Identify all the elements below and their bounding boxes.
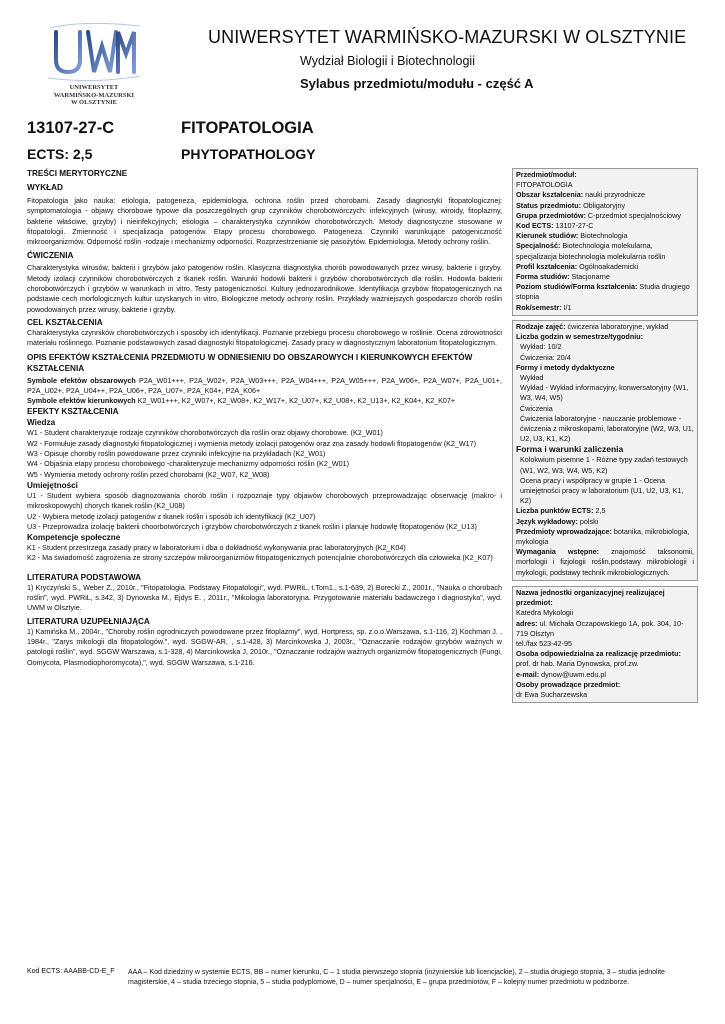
tel-value: tel./fax 523-42-95 xyxy=(516,639,572,649)
wiedza-item: W4 - Objaśnia etapy procesu chorobowego -charakteryzuje mechanizmy odporności roślin (K2_W01) xyxy=(27,459,349,469)
uwm-logo-mark-icon xyxy=(44,18,144,88)
umiejetnosci-item: U2 - Wybiera metodę izolacji patogenów z tkanek roślin i sposób ich identyfikacji (K2_U07) xyxy=(27,511,316,521)
poziom-label: Poziom studiów/Forma kształcenia: xyxy=(516,282,638,292)
wiedza-item: W2 - Formułuje zasady diagnostyki fitopatologicznej i wymienia metody izolacji patogenów oraz zna zasady hodowli fitopatogenów (K2_W17) xyxy=(27,438,477,448)
przedmioty-wprowadzajace-label: Przedmioty wprowadzające: xyxy=(516,526,612,536)
osoba-odpowiedzialna-label: Osoba odpowiedzialna za realizację przedmiotu: xyxy=(516,649,681,659)
przedmiot-label: Przedmiot/moduł: xyxy=(516,170,577,179)
liczba-godzin-label: Liczba godzin w semestrze/tygodniu: xyxy=(516,332,643,342)
literatura-uzupelniajaca-text: 1) Kamińska M., 2004r., "Choroby roślin ogrodniczych powodowane przez fitoplazmy", wyd. Hortpress, sp. z.o.o.Warszawa, s.1-116, 2) Kochman J. , 1984r., "Zarys mikologii dla fitopatologów.", wyd. SGGW-AR, , s.1-428, 3) Marcinkowska J, 2003r., "Oznaczanie rodzajów grzybów ważnych w patologii roślin", wyd. SGGW Warszawa, s.1-328, 4) Marcinkowska J, 2010r., "Oznaczanie rodzajów ważnych organizmów fitopatogenicznych (Fungi, Oomycota, Plasmodiophoromycota),", wyd. SGGW Warszawa, s.1-216. xyxy=(27,626,502,667)
rok-value: I/1 xyxy=(561,302,572,312)
przedmiot-value: FITOPATOLOGIA xyxy=(516,180,573,190)
kierunek-label: Kierunek studiów: xyxy=(516,231,579,241)
obszar-value: nauki przyrodnicze xyxy=(583,190,646,200)
formy-item: Wykład xyxy=(520,373,544,383)
punkty-ects-value: 2,5 xyxy=(593,506,606,516)
footer-code-format: Kod ECTS: AAABB-CD-E_F xyxy=(27,968,115,975)
specjalnosc-value: Biotechnologia molekularna, specjalizacja biotechnologia molekularna roślin xyxy=(516,241,666,261)
logo-caption-line-3: W OLSZTYNIE xyxy=(71,99,117,106)
profil-label: Profil kształcenia: xyxy=(516,261,578,271)
osoby-prowadzace-label: Osoby prowadzące przedmiot: xyxy=(516,679,621,689)
forma-zaliczenia-item: Kolokwium pisemne 1 - Różne typy zadań testowych (W1, W2, W3, W4, W5, K2) xyxy=(520,455,688,475)
przedmioty-wprowadzajace-value: botanika, mikrobiologia, mykologia xyxy=(516,526,690,547)
literatura-podstawowa-text: 1) Kryczyński S., Weber Z., 2010r., "Fitopatologia. Podstawy Fitopatologii", wyd. PWRiL, t.Tom1., s.1-639, 2) Borecki Z., 2001r., "Nauka o chorobach roślin", wyd. PWRiL, s.342, 3) Dynowska M., Ejdys E. , 2011r., "Mikologia laboratoryjna. Przygotowanie materiału badawczego i diagnostyka", wyd. UWM w Olsztyie. xyxy=(27,582,502,613)
symbole-kierunkowe-value: K2_W01+++, K2_W07+, K2_W08+, K2_W17+, K2_U07+, K2_U08+, K2_U13+, K2_K04+, K2_K07+ xyxy=(135,396,456,406)
osoby-prowadzace-value: dr Ewa Sucharzewska xyxy=(516,690,588,700)
faculty-name: Wydział Biologii i Biotechnologii xyxy=(300,54,475,68)
kierunek-value: Biotechnologia xyxy=(578,231,628,241)
symbole-obszarowe xyxy=(27,376,502,397)
umiejetnosci-heading: Umiejętności xyxy=(27,480,78,490)
symbole-kierunkowe xyxy=(27,396,502,406)
symbole-kierunkowe-label: Symbole efektów kierunkowych xyxy=(27,396,136,406)
grupa-label: Grupa przedmiotów: xyxy=(516,210,586,220)
unit-info-box xyxy=(512,586,698,703)
kompetencje-item: K2 - Ma świadomość zagrożenia ze strony szczepów mikroorganizmów fitopatogenicznych potencjalnie chorobotwórczych dla człowieka (K2_K07) xyxy=(27,553,493,563)
course-title-en: PHYTOPATHOLOGY xyxy=(181,146,316,162)
wiedza-item: W5 - Wymienia metody ochrony roślin przed chorobami (K2_W07, K2_W08) xyxy=(27,469,270,479)
formy-item: Ćwiczenia xyxy=(520,403,553,413)
course-info-box xyxy=(512,168,698,316)
osoba-odpowiedzialna-value: prof. dr hab. Maria Dynowska, prof.zw. xyxy=(516,659,639,669)
literatura-podstawowa-heading: LITERATURA PODSTAWOWA xyxy=(27,572,142,582)
profil-value: Ogólnoakademicki xyxy=(577,261,639,271)
jezyk-label: Język wykładowy: xyxy=(516,516,578,526)
adres-label: adres: xyxy=(516,618,538,628)
forma-zaliczenia-label: Forma i warunki zaliczenia xyxy=(516,444,624,455)
umiejetnosci-item: U1 - Student wybiera sposób diagnozowania chorób roślin i rozpoznaje typy objawów chorobowych przeprowadzając obserwację (makro- i mikroskopowych) chorych tkanek roślin (K2_U08) xyxy=(27,490,502,511)
cwiczenia-heading: ĆWICZENIA xyxy=(27,251,74,261)
umiejetnosci-item: U3 - Przeprowadza izolację bakterii choorbotwórczych i grzybów chorobotwórczych z tkanek roślin i planuje hodowlę fitopatogenów (K2_U13) xyxy=(27,521,477,531)
literatura-uzupelniajaca-heading: LITERATURA UZUPEŁNIAJĄCA xyxy=(27,616,150,626)
status-label: Status przedmiotu: xyxy=(516,200,582,210)
forma-studiow-label: Forma studiów: xyxy=(516,272,570,282)
forma-zaliczenia-item: Ocena pracy i współpracy w grupie 1 - Ocena umiejętności pracy w laboratorium (U1, U2, U3, K1, K2) xyxy=(520,475,684,506)
wyklad-text: Fitopatologia jako nauka: etiologia, patogeneza, epidemiologia, ochrona roślin przed chorobami. Zasady diagnostyki fitopatologicznej: symptomatologia - objawy chorobowe typowe dla poszczególnych grup czynników chorobotwórczych: infekcyjnych (wirusy, wiroidy, fitoplazmy, bakterie właściwe, grzyby) i nieinfekcyjnych; etiologia – charakterystyka czynników chorobotwórczych. Metody diagnostyczne stosowane w fitopatologii. Zmienność i specjalizacja patogenów. Etapy procesu chorobowego. Patogeneza. Czynniki warunkujące patogeniczność mikroorganizmów. Odporność roślin -rodzaje i mechanizmy odporności. Rozprzestrzenianie się pasożytów. Epidemiologia. Metody ochrony roślin. xyxy=(27,196,502,247)
wymagania-value: znajomość taksonomii, morfologii i fizjologii roślin,podstawy mikrobiologii i mykologii, podstawy technik mikrobiologicznych. xyxy=(516,547,694,577)
logo-caption-line-2: WARMIŃSKO-MAZURSKI xyxy=(53,91,135,99)
symbole-obszarowe-label: Symbole efektów obszarowych xyxy=(27,375,136,385)
liczba-godzin-wyklad: Wykład: 10/2 xyxy=(520,342,562,352)
specjalnosc-label: Specjalność: xyxy=(516,241,561,251)
wiedza-item: W3 - Opisuje choroby roślin powodowane przez czynniki infekcyjne na przykładach (K2_W01) xyxy=(27,449,326,459)
email-label: e-mail: xyxy=(516,669,540,679)
liczba-godzin-cwiczenia: Ćwiczenia: 20/4 xyxy=(520,352,571,362)
obszar-label: Obszar kształcenia: xyxy=(516,190,584,200)
cel-heading: CEL KSZTAŁCENIA xyxy=(27,317,103,327)
efekty-heading: EFEKTY KSZTAŁCENIA xyxy=(27,407,119,417)
punkty-ects-label: Liczba punktów ECTS: xyxy=(516,506,594,516)
wyklad-heading: WYKŁAD xyxy=(27,183,63,192)
forma-studiow-value: Stacjonarne xyxy=(569,272,610,282)
course-title-pl: FITOPATOLOGIA xyxy=(181,119,314,137)
footer-legend: AAA – Kod dziedziny w systemie ECTS, BB – numer kierunku, C – 1 studia pierwszego stopnia (inżynierskie lub licencjackie), 2 – studia drugiego stopnia, 3 – studia jednolite magisterskie, 4 – studia trzeciego stopnia, 5 – studia podyplomowe, D – numer specjalności, E – grupa przedmiotów, F – kolejny numer przedmiotu w podziborze. xyxy=(128,969,665,986)
classes-info-box xyxy=(512,320,698,581)
rok-label: Rok/semestr: xyxy=(516,302,562,312)
rodzaje-label: Rodzaje zajęć: xyxy=(516,322,566,331)
logo-caption-line-1: UNIWERSYTET xyxy=(69,84,119,91)
jezyk-value: polski xyxy=(577,516,599,526)
course-ects: ECTS: 2,5 xyxy=(27,146,93,162)
cel-text: Charakterystyka czynników chorobotwórczych i sposoby ich identyfikacji. Poznanie przebiegu procesu chorobowego w roślinie. Ocena zdrowotności materiału roślinnego. Poznanie podstawowych zasad diagnostyki fitopatologicznej. Zasady pracy w diagnostycznym laboratorium fitopatologicznym. xyxy=(27,327,502,348)
kompetencje-heading: Kompetencje społeczne xyxy=(27,533,121,543)
wymagania-label: Wymagania wstępne: xyxy=(516,547,600,557)
kompetencje-item: K1 - Student przestrzega zasady pracy w laboratorium i dba o dokładność wykonywania prac laboratoryjnych (K2_K04) xyxy=(27,543,406,553)
main-content xyxy=(27,168,502,668)
university-name: UNIWERSYTET WARMIŃSKO-MAZURSKI W OLSZTYNIE xyxy=(208,27,687,47)
rodzaje-value: ćwiczenia laboratoryjne, wykład xyxy=(565,322,669,331)
logo-caption xyxy=(30,84,158,107)
syllabus-title: Sylabus przedmiotu/modułu - część A xyxy=(300,76,534,91)
cwiczenia-text: Charakterystyka wirusów, bakterii i grzybów jako patogenów roślin. Klasyczna diagnostyka chorób powodowanych przez wirusy, bakterie i grzyby. Metody izolacji czynników chorobotwórczych z tkanek roślin. Warunki hodowli bakterii i grzybów chorobotwórczych dla roślin. Hodowla bakterii chorobotwórczych i grzybów w warunkach in vitro. Testy patogeniczności. Kultury jednozarodnikowe. Identyfikacja grzybów fitopatogenicznych na podstawie cech morfologicznych kultur uzyskanych in vitro. Biologiczne metody ochrony roślin. Przykłady ważniejszych gospodarczo chorób roślin powodowanych przez wirusy, bakterie i grzyby. xyxy=(27,263,502,314)
formy-item: Ćwiczenia laboratoryjne - nauczanie problemowe - ćwiczenia z mikroskopami, laboratoryjne (W2, W3, U1, U2, U3, K1, K2) xyxy=(520,413,694,444)
kod-label: Kod ECTS: xyxy=(516,221,554,231)
jednostka-value: Katedra Mykologii xyxy=(516,608,574,618)
wiedza-heading: Wiedza xyxy=(27,418,56,428)
tresci-heading: TREŚCI MERYTORYCZNE xyxy=(27,169,128,178)
course-code: 13107-27-C xyxy=(27,119,115,137)
wiedza-item: W1 - Student charakteryzuje rodzaje czynników chorobotwórczych dla roślin oraz objawy chorobowe. (K2_W01) xyxy=(27,428,383,438)
grupa-value: C-przedmiot specjalnościowy xyxy=(585,210,681,220)
formy-label: Formy i metody dydaktyczne xyxy=(516,362,615,372)
adres-value: ul. Michała Oczapowskiego 1A, pok. 304, 10-719 Olsztyn xyxy=(516,618,684,638)
opis-efektow-heading: OPIS EFEKTÓW KSZTAŁCENIA PRZEDMIOTU W ODNIESIENIU DO OBSZAROWYCH I KIERUNKOWYCH EFEKTÓW KSZTAŁCENIA xyxy=(27,352,473,373)
kod-value: 13107-27-C xyxy=(553,221,594,231)
formy-item: Wykład - Wykład informacyjny, konwersatoryjny (W1, W3, W4, W5) xyxy=(520,383,689,403)
poziom-value: Studia drugiego stopnia xyxy=(516,282,690,302)
symbole-obszarowe-value: P2A_W01+++, P2A_W02+, P2A_W03+++, P2A_W04+++, P2A_W05+++, P2A_W06+, P2A_W07+, P2A_U01+, P2A_U02+, P2A_U04++, P2A_U06+, P2A_U07+, P2A_K04+, P2A_K06+ xyxy=(27,375,502,395)
email-value: dynow@uwm.edu.pl xyxy=(539,669,606,679)
status-value: Obligatoryjny xyxy=(581,200,626,210)
jednostka-label: Nazwa jednostki organizacyjnej realizującej przedmiot: xyxy=(516,588,665,608)
